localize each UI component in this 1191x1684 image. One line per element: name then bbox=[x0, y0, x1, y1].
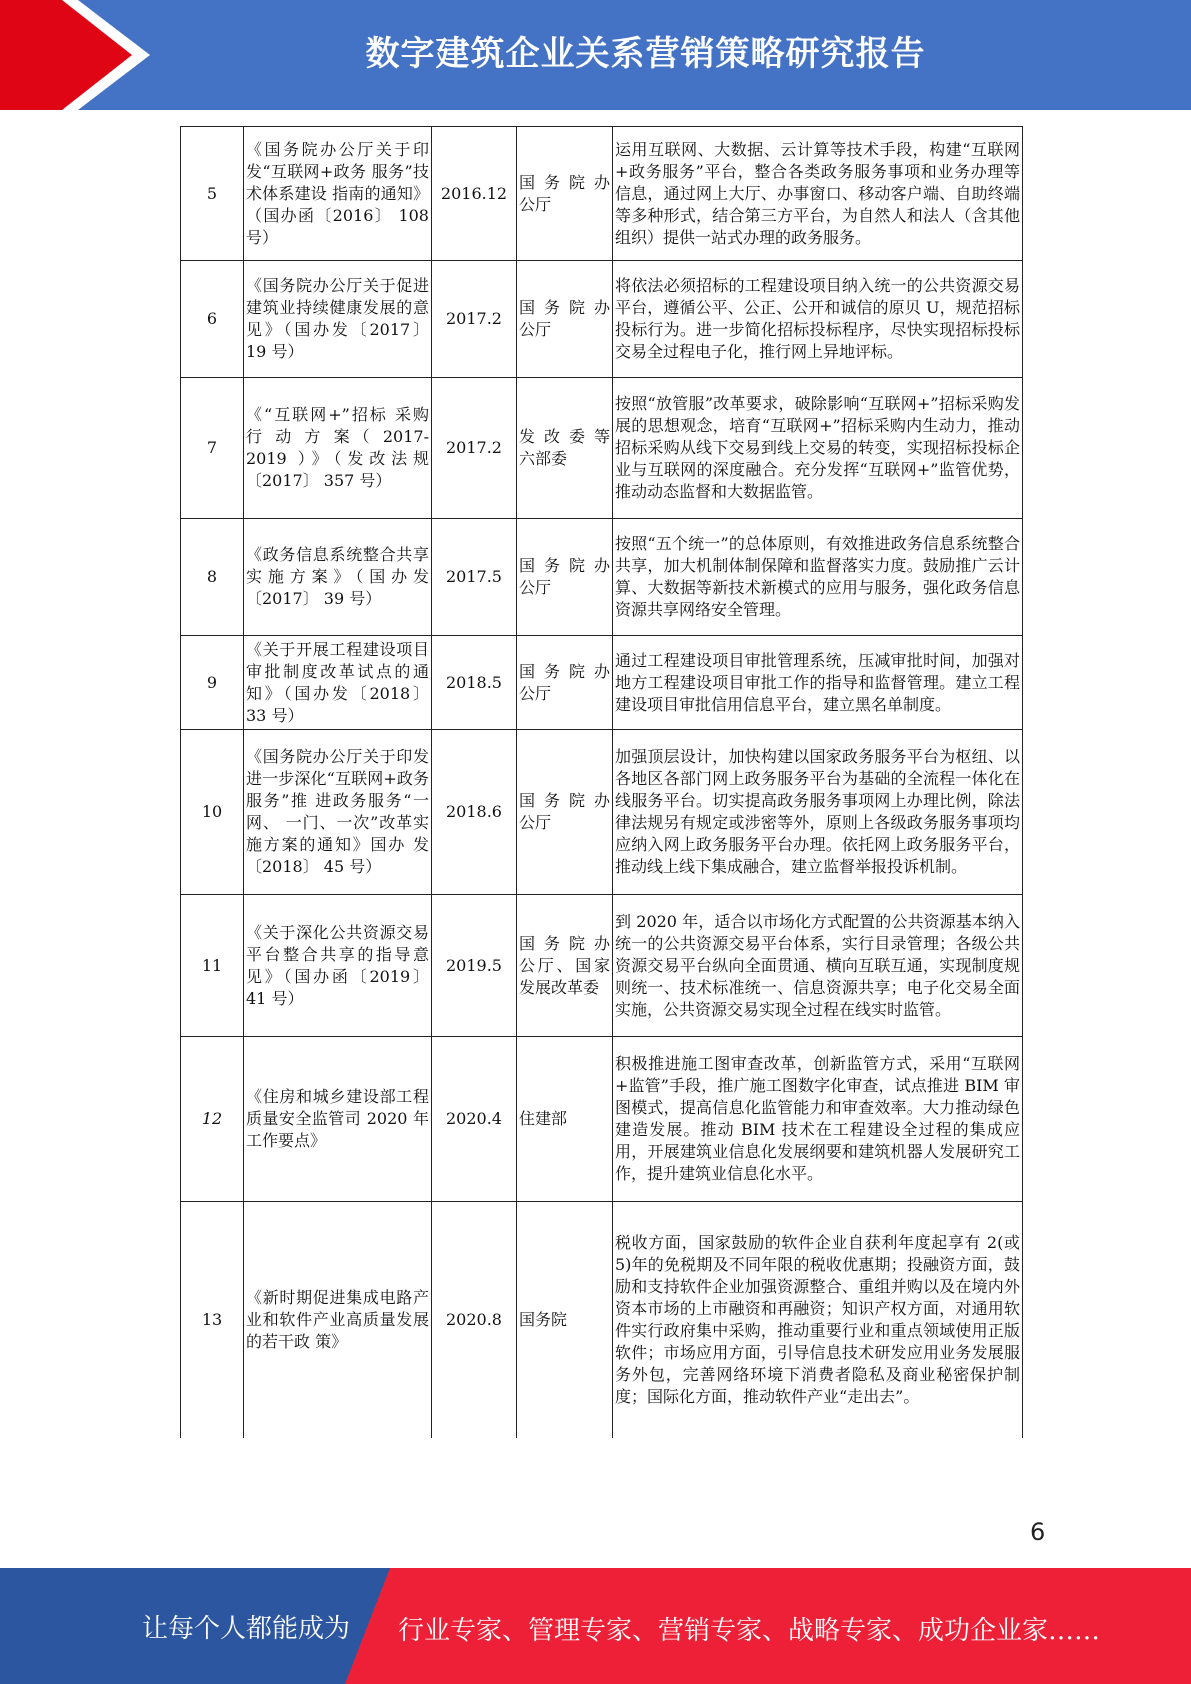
issuer: 住建部 bbox=[517, 1037, 613, 1202]
table-row bbox=[181, 261, 1023, 378]
issuer: 国 务 院 办公厅 bbox=[517, 519, 613, 636]
row-number: 7 bbox=[181, 378, 244, 519]
document-title: 《国务院办公厅关于印发进一步深化“互联网+政务服务”推 进政务服务“一网、 一门、一次”改革实 施方案的通知》国办 发〔2018〕 45 号） bbox=[244, 730, 432, 895]
policy-content: 积极推进施工图审查改革，创新监管方式，采用“互联网+监管”手段，推广施工图数字化审查，试点推进 BIM 审图模式，提高信息化监管能力和审查效率。大力推动绿色建造发展。推动 BIM 技术在工程建设全过程的集成应用，开展建筑业信息化发展纲要和建筑机器人发展研究工作，提升建筑业信息化水平。 bbox=[613, 1037, 1023, 1202]
table-row bbox=[181, 378, 1023, 519]
header-chevron bbox=[0, 0, 150, 110]
policy-content: 运用互联网、大数据、云计算等技术手段，构建“互联网+政务服务”平台，整合各类政务服务事项和业务办理等信息，通过网上大厅、办事窗口、移动客户端、自助终端等多种形式，结合第三方平台，为自然人和法人（含其他组织）提供一站式办理的政务服务。 bbox=[613, 127, 1023, 261]
policy-content: 按照“放管服”改革要求，破除影响“互联网+”招标采购发展的思想观念，培育“互联网+”招标采购内生动力，推动招标采购从线下交易到线上交易的转变，实现招标投标企业与互联网的深度融合。充分发挥“互联网+”监管优势，推动动态监督和大数据监管。 bbox=[613, 378, 1023, 519]
document-title: 《关于深化公共资源交易平台整合共享的指导意见》（国办函〔2019〕 41 号） bbox=[244, 895, 432, 1037]
issuer: 国 务 院 办公厅 bbox=[517, 636, 613, 730]
issuer: 国 务 院 办公厅、国家发展改革委 bbox=[517, 895, 613, 1037]
page-footer bbox=[0, 1568, 1191, 1684]
header-title: 数字建筑企业关系营销策略研究报告 bbox=[365, 34, 926, 74]
page-header bbox=[0, 0, 1191, 110]
issue-date: 2020.8 bbox=[432, 1202, 517, 1438]
row-number: 12 bbox=[181, 1037, 244, 1202]
issue-date: 2020.4 bbox=[432, 1037, 517, 1202]
table-row bbox=[181, 519, 1023, 636]
row-number: 13 bbox=[181, 1202, 244, 1438]
issue-date: 2018.6 bbox=[432, 730, 517, 895]
issuer: 国 务 院 办公厅 bbox=[517, 127, 613, 261]
row-number: 5 bbox=[181, 127, 244, 261]
document-title: 《政务信息系统整合共享实施方案》（国办发〔2017〕 39 号） bbox=[244, 519, 432, 636]
footer-slogan-left: 让每个人都能成为 bbox=[142, 1614, 351, 1644]
table-row bbox=[181, 127, 1023, 261]
issue-date: 2019.5 bbox=[432, 895, 517, 1037]
row-number: 10 bbox=[181, 730, 244, 895]
row-number: 9 bbox=[181, 636, 244, 730]
document-title: 《新时期促进集成电路产业和软件产业高质量发展的若干政 策》 bbox=[244, 1202, 432, 1438]
document-title: 《关于开展工程建设项目审批制度改革试点的通知》（国办发〔2018〕 33 号） bbox=[244, 636, 432, 730]
policy-content: 按照“五个统一”的总体原则，有效推进政务信息系统整合共享，加大机制体制保障和监督落实力度。鼓励推广云计算、大数据等新技术新模式的应用与服务，强化政务信息资源共享网络安全管理。 bbox=[613, 519, 1023, 636]
table-row bbox=[181, 636, 1023, 730]
footer-slogan-right: 行业专家、管理专家、营销专家、战略专家、成功企业家…… bbox=[398, 1616, 1101, 1646]
policy-content: 税收方面，国家鼓励的软件企业自获利年度起享有 2(或 5)年的免税期及不同年限的税收优惠期；投融资方面，鼓励和支持软件企业加强资源整合、重组并购以及在境内外资本市场的上市融资和再融资；知识产权方面，对通用软件实行政府集中采购，推动重要行业和重点领域使用正版软件；市场应用方面，引导信息技术研发应用业务发展服务外包，完善网络环境下消费者隐私及商业秘密保护制度；国际化方面，推动软件产业“走出去”。 bbox=[613, 1202, 1023, 1438]
issuer: 国 务 院 办公厅 bbox=[517, 261, 613, 378]
row-number: 6 bbox=[181, 261, 244, 378]
document-title: 《“互联网+”招标 采购 行 动 方 案（ 2017-2019 ）》（发改法规〔2017〕 357 号） bbox=[244, 378, 432, 519]
table-row bbox=[181, 1202, 1023, 1438]
row-number: 8 bbox=[181, 519, 244, 636]
table-row bbox=[181, 1037, 1023, 1202]
issue-date: 2017.2 bbox=[432, 261, 517, 378]
table-row bbox=[181, 895, 1023, 1037]
table-row bbox=[181, 730, 1023, 895]
issue-date: 2018.5 bbox=[432, 636, 517, 730]
page-number: 6 bbox=[1030, 1518, 1046, 1546]
document-title: 《国务院办公厅关于促进建筑业持续健康发展的意见》（国办发〔2017〕 19 号） bbox=[244, 261, 432, 378]
policy-table bbox=[180, 126, 1023, 1438]
policy-content: 通过工程建设项目审批管理系统，压减审批时间，加强对地方工程建设项目审批工作的指导和监督管理。建立工程建设项目审批信用信息平台，建立黑名单制度。 bbox=[613, 636, 1023, 730]
document-title: 《国务院办公厅关于印发“互联网+政务 服务”技术体系建设 指南的通知》（国办函〔2016〕 108 号） bbox=[244, 127, 432, 261]
issuer: 国务院 bbox=[517, 1202, 613, 1438]
policy-content: 加强顶层设计，加快构建以国家政务服务平台为枢纽、以各地区各部门网上政务服务平台为基础的全流程一体化在线服务平台。切实提高政务服务事项网上办理比例，除法律法规另有规定或涉密等外，原则上各级政务服务事项均应纳入网上政务服务平台办理。依托网上政务服务平台，推动线上线下集成融合，建立监督举报投诉机制。 bbox=[613, 730, 1023, 895]
issue-date: 2017.5 bbox=[432, 519, 517, 636]
policy-content: 将依法必须招标的工程建设项目纳入统一的公共资源交易平台，遵循公平、公正、公开和诚信的原贝 U，规范招标投标行为。进一步简化招标投标程序，尽快实现招标投标交易全过程电子化，推行网上异地评标。 bbox=[613, 261, 1023, 378]
policy-content: 到 2020 年，适合以市场化方式配置的公共资源基本纳入统一的公共资源交易平台体系，实行目录管理；各级公共资源交易平台纵向全面贯通、横向互联互通，实现制度规则统一、技术标准统一、信息资源共享；电子化交易全面实施，公共资源交易实现全过程在线实时监管。 bbox=[613, 895, 1023, 1037]
row-number: 11 bbox=[181, 895, 244, 1037]
issuer: 发 改 委 等六部委 bbox=[517, 378, 613, 519]
document-title: 《住房和城乡建设部工程质量安全监管司 2020 年工作要点》 bbox=[244, 1037, 432, 1202]
issue-date: 2016.12 bbox=[432, 127, 517, 261]
issuer: 国 务 院 办公厅 bbox=[517, 730, 613, 895]
issue-date: 2017.2 bbox=[432, 378, 517, 519]
